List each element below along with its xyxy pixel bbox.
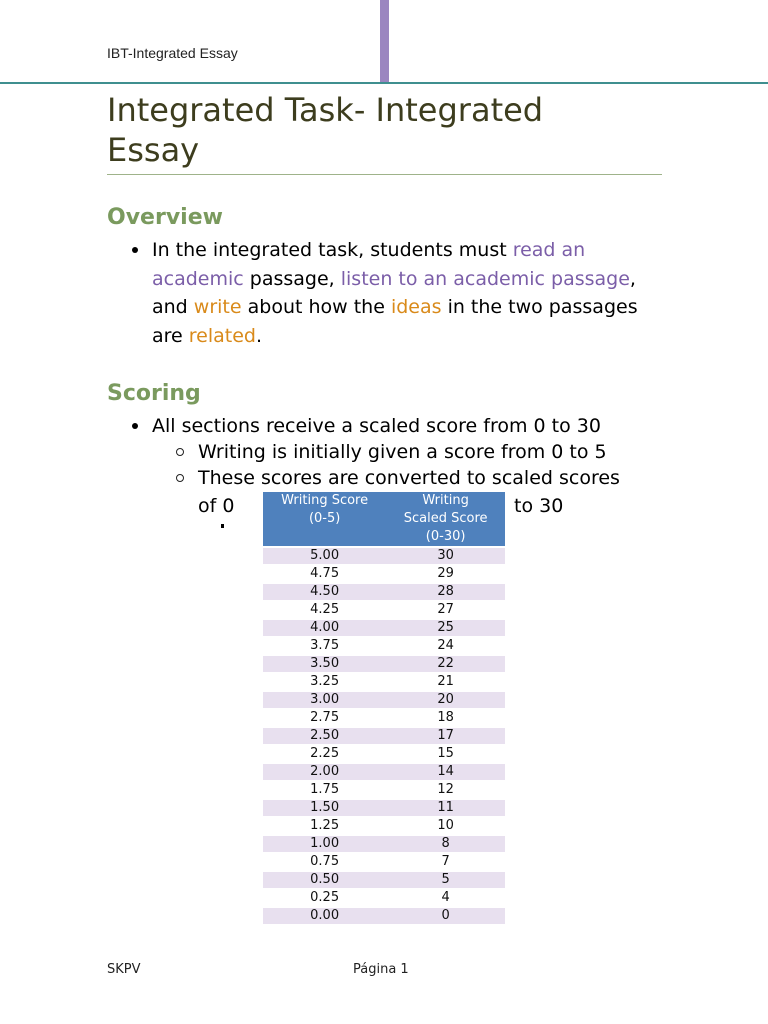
scaled-score-cell: 24 — [386, 638, 505, 654]
table-row — [263, 638, 505, 654]
table-row — [263, 548, 505, 564]
table-row — [263, 836, 505, 852]
scoring-bullet: All sections receive a scaled score from 0 to 30 — [152, 415, 601, 437]
scaled-score-cell: 0 — [386, 908, 505, 924]
writing-score-cell: 0.25 — [263, 890, 386, 906]
scaled-score-cell: 12 — [386, 782, 505, 798]
table-row — [263, 764, 505, 780]
overview-heading: Overview — [107, 205, 223, 230]
header-line: (0-30) — [425, 529, 466, 544]
writing-score-cell: 0.00 — [263, 908, 386, 924]
writing-score-cell: 0.75 — [263, 854, 386, 870]
table-row — [263, 584, 505, 600]
table-row — [263, 890, 505, 906]
writing-score-cell: 3.50 — [263, 656, 386, 672]
table-row — [263, 800, 505, 816]
page-title — [107, 90, 627, 170]
overview-text: passage, — [243, 267, 341, 290]
highlight-related: related — [188, 324, 256, 347]
scaled-score-cell: 4 — [386, 890, 505, 906]
header-rule — [0, 82, 768, 84]
writing-score-cell: 3.00 — [263, 692, 386, 708]
table-row — [263, 710, 505, 726]
overview-text: In the integrated task, students must — [152, 239, 513, 261]
scaled-score-cell: 27 — [386, 602, 505, 618]
scaled-score-cell: 29 — [386, 566, 505, 582]
scaled-score-cell: 5 — [386, 872, 505, 888]
header-text: IBT-Integrated Essay — [107, 45, 238, 61]
scaled-score-cell: 10 — [386, 818, 505, 834]
overview-text: . — [256, 324, 263, 347]
scaled-score-cell: 15 — [386, 746, 505, 762]
scaled-score-cell: 21 — [386, 674, 505, 690]
header-line: Writing Score — [281, 493, 369, 508]
title-line-2: Essay — [107, 131, 200, 169]
table-row — [263, 602, 505, 618]
writing-score-cell: 2.00 — [263, 764, 386, 780]
bullet-icon — [132, 423, 138, 429]
scaled-score-cell: 11 — [386, 800, 505, 816]
title-line-1: Integrated Task- Integrated — [107, 91, 544, 129]
small-bullet-mark — [221, 524, 224, 528]
table-body — [263, 548, 505, 924]
scoring-sub-bullet-2: These scores are converted to scaled scores — [198, 467, 620, 489]
table-row — [263, 728, 505, 744]
table-row — [263, 746, 505, 762]
writing-score-cell: 0.50 — [263, 872, 386, 888]
table-row — [263, 818, 505, 834]
writing-score-cell: 3.75 — [263, 638, 386, 654]
highlight-write: write — [193, 296, 242, 318]
scaled-score-cell: 30 — [386, 548, 505, 564]
table-row — [263, 692, 505, 708]
writing-score-cell: 2.25 — [263, 746, 386, 762]
scaled-score-cell: 8 — [386, 836, 505, 852]
table-row — [263, 620, 505, 636]
sub-bullet-icon — [176, 474, 184, 482]
highlight-ideas: ideas — [390, 296, 442, 318]
footer-author: SKPV — [107, 962, 141, 977]
writing-score-cell: 5.00 — [263, 548, 386, 564]
scoring-sub-bullet-2-cont-left: of 0 — [198, 495, 235, 517]
overview-paragraph — [152, 236, 672, 350]
scaled-score-cell: 20 — [386, 692, 505, 708]
highlight-listen: listen to an academic passage — [340, 267, 630, 290]
writing-score-cell: 3.25 — [263, 674, 386, 690]
title-rule — [107, 174, 662, 175]
table-row — [263, 674, 505, 690]
scaled-score-cell: 18 — [386, 710, 505, 726]
writing-score-cell: 4.00 — [263, 620, 386, 636]
bullet-icon — [132, 247, 138, 253]
table-row — [263, 908, 505, 924]
header-line: Writing — [422, 493, 469, 508]
scoring-heading: Scoring — [107, 381, 201, 406]
highlight-read: read an academic — [152, 239, 586, 290]
overview-text: , and — [152, 267, 636, 318]
table-row — [263, 566, 505, 582]
writing-score-cell: 2.50 — [263, 728, 386, 744]
writing-score-cell: 4.25 — [263, 602, 386, 618]
writing-score-cell: 4.75 — [263, 566, 386, 582]
writing-score-cell: 1.50 — [263, 800, 386, 816]
scoring-sub-bullet-2-cont-right: to 30 — [514, 495, 564, 517]
sub-bullet-icon — [176, 448, 184, 456]
footer-page-number: Página 1 — [353, 962, 409, 977]
overview-text: about how the — [241, 296, 391, 318]
header-line: Scaled Score — [403, 511, 488, 526]
header-line: (0-5) — [308, 511, 341, 526]
header-accent-bar — [380, 0, 389, 82]
table-row — [263, 656, 505, 672]
table-header-scaled-score — [386, 492, 505, 546]
scoring-sub-bullet-1: Writing is initially given a score from 0 to 5 — [198, 441, 607, 463]
writing-score-cell: 1.00 — [263, 836, 386, 852]
table-header-writing-score — [263, 492, 386, 546]
overview-text: in the two passages are — [152, 296, 638, 347]
scaled-score-cell: 22 — [386, 656, 505, 672]
score-conversion-table — [263, 490, 505, 926]
writing-score-cell: 4.50 — [263, 584, 386, 600]
scaled-score-cell: 25 — [386, 620, 505, 636]
scaled-score-cell: 28 — [386, 584, 505, 600]
writing-score-cell: 1.75 — [263, 782, 386, 798]
table-row — [263, 872, 505, 888]
table-row — [263, 782, 505, 798]
scaled-score-cell: 7 — [386, 854, 505, 870]
scaled-score-cell: 17 — [386, 728, 505, 744]
scaled-score-cell: 14 — [386, 764, 505, 780]
writing-score-cell: 1.25 — [263, 818, 386, 834]
table-row — [263, 854, 505, 870]
writing-score-cell: 2.75 — [263, 710, 386, 726]
